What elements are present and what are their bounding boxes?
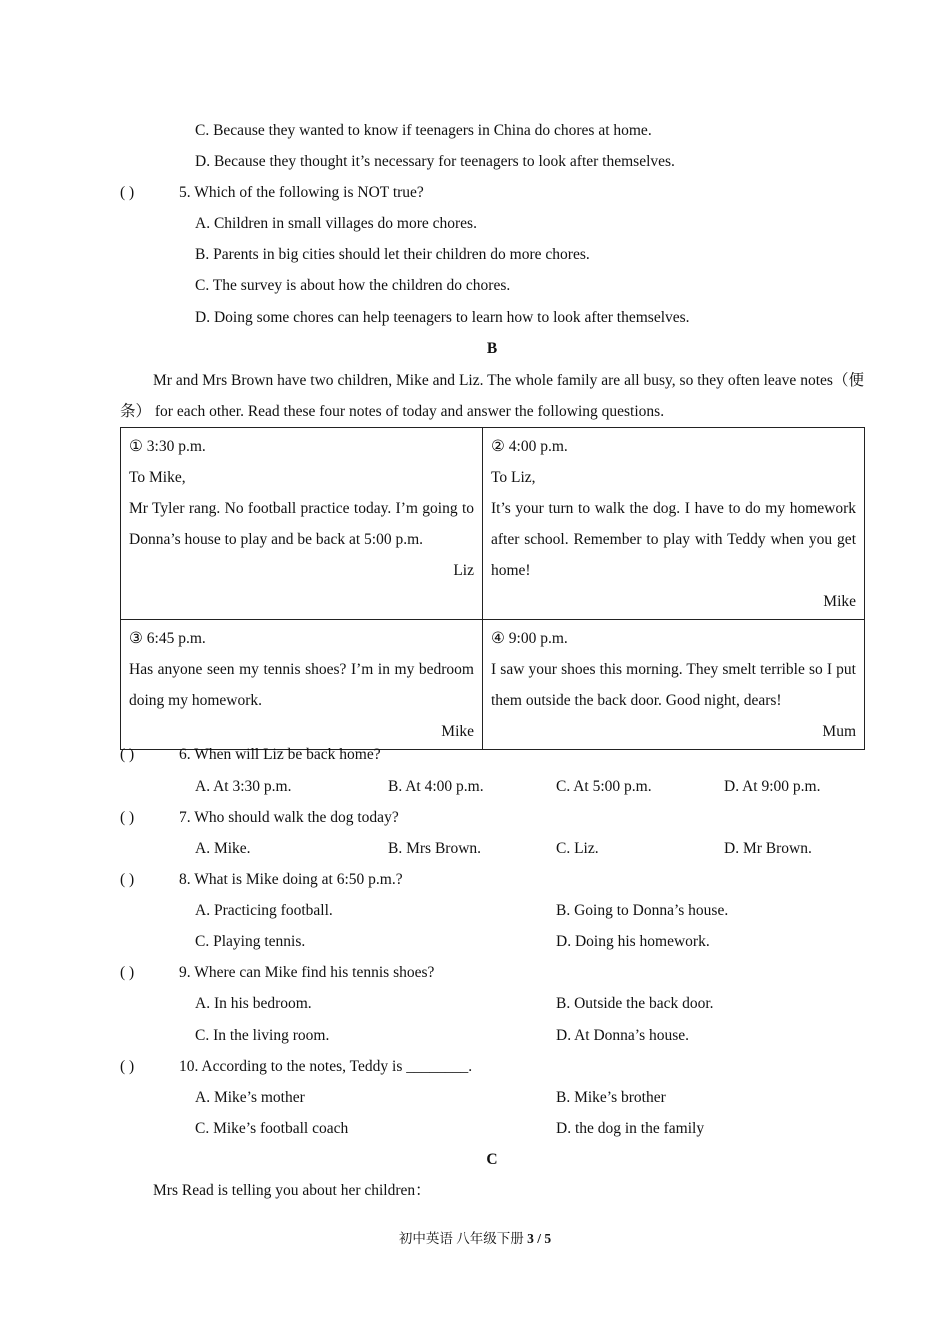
section-heading: C xyxy=(486,1151,498,1168)
option-text: B. Mike’s brother xyxy=(556,1089,666,1106)
option-text: A. At 3:30 p.m. xyxy=(195,778,292,795)
option-text: C. In the living room. xyxy=(195,1027,330,1044)
option-text: B. At 4:00 p.m. xyxy=(388,778,484,795)
answer-bracket[interactable]: ( ) xyxy=(120,964,135,981)
note-recipient: To Mike, xyxy=(129,469,186,486)
option-text: A. Children in small villages do more chores. xyxy=(195,215,477,232)
option-text: C. Liz. xyxy=(556,840,599,857)
option-text: C. Playing tennis. xyxy=(195,933,306,950)
note-body: Has anyone seen my tennis shoes? I’m in my bedroom doing my homework. xyxy=(129,661,474,709)
answer-bracket[interactable]: ( ) xyxy=(120,1058,135,1075)
option-text: D. the dog in the family xyxy=(556,1120,705,1137)
note-signature: Mike xyxy=(823,593,856,610)
answer-bracket[interactable]: ( ) xyxy=(120,809,135,826)
note-cell xyxy=(483,428,865,620)
question-stem: 7. Who should walk the dog today? xyxy=(179,809,399,826)
note-time: ④ 9:00 p.m. xyxy=(491,630,568,647)
option-text: A. Mike’s mother xyxy=(195,1089,305,1106)
question-stem: 10. According to the notes, Teddy is ________. xyxy=(179,1058,473,1075)
option-text: A. Mike. xyxy=(195,840,251,857)
section-intro: Mr and Mrs Brown have two children, Mike and Liz. The whole family are all busy, so they often leave notes（便条） for each other. Read these four notes of today and answer the following questions. xyxy=(120,372,864,420)
option-text: B. Outside the back door. xyxy=(556,995,714,1012)
page-number: 3 / 5 xyxy=(527,1231,552,1246)
note-time: ② 4:00 p.m. xyxy=(491,438,568,455)
note-body: It’s your turn to walk the dog. I have to do my homework after school. Remember to play with Teddy when you get home! xyxy=(491,500,856,579)
option-text: B. Parents in big cities should let their children do more chores. xyxy=(195,246,590,263)
option-text: C. The survey is about how the children do chores. xyxy=(195,277,511,294)
note-body: I saw your shoes this morning. They smelt terrible so I put them outside the back door. Good night, dears! xyxy=(491,661,856,709)
note-signature: Mike xyxy=(441,723,474,740)
option-text: D. Because they thought it’s necessary for teenagers to look after themselves. xyxy=(195,153,675,170)
section-heading: B xyxy=(486,340,498,357)
note-signature: Mum xyxy=(822,723,856,740)
option-text: D. Doing some chores can help teenagers to learn how to look after themselves. xyxy=(195,309,690,326)
answer-bracket[interactable]: ( ) xyxy=(120,184,135,201)
option-text: D. At Donna’s house. xyxy=(556,1027,690,1044)
option-text: C. Mike’s football coach xyxy=(195,1120,349,1137)
page-footer xyxy=(0,1229,950,1249)
option-text: A. Practicing football. xyxy=(195,902,333,919)
question-stem: 9. Where can Mike find his tennis shoes? xyxy=(179,964,435,981)
note-signature: Liz xyxy=(453,562,474,579)
note-cell xyxy=(483,620,865,750)
answer-bracket[interactable]: ( ) xyxy=(120,746,135,763)
option-text: C. Because they wanted to know if teenagers in China do chores at home. xyxy=(195,122,652,139)
note-body: Mr Tyler rang. No football practice today. I’m going to Donna’s house to play and be back at 5:00 p.m. xyxy=(129,500,474,548)
option-text: D. At 9:00 p.m. xyxy=(724,778,821,795)
option-text: B. Mrs Brown. xyxy=(388,840,482,857)
question-stem: 8. What is Mike doing at 6:50 p.m.? xyxy=(179,871,403,888)
option-text: D. Doing his homework. xyxy=(556,933,710,950)
footer-label: 初中英语 八年级下册 xyxy=(398,1231,524,1246)
question-stem: 5. Which of the following is NOT true? xyxy=(179,184,424,201)
question-stem: 6. When will Liz be back home? xyxy=(179,746,381,763)
note-cell xyxy=(121,620,483,750)
answer-bracket[interactable]: ( ) xyxy=(120,871,135,888)
note-cell xyxy=(121,428,483,620)
section-intro: Mrs Read is telling you about her children： xyxy=(153,1182,431,1199)
note-time: ③ 6:45 p.m. xyxy=(129,630,206,647)
option-text: B. Going to Donna’s house. xyxy=(556,902,729,919)
option-text: A. In his bedroom. xyxy=(195,995,312,1012)
option-text: C. At 5:00 p.m. xyxy=(556,778,652,795)
option-text: D. Mr Brown. xyxy=(724,840,812,857)
notes-table xyxy=(120,427,865,750)
note-recipient: To Liz, xyxy=(491,469,536,486)
note-time: ① 3:30 p.m. xyxy=(129,438,206,455)
